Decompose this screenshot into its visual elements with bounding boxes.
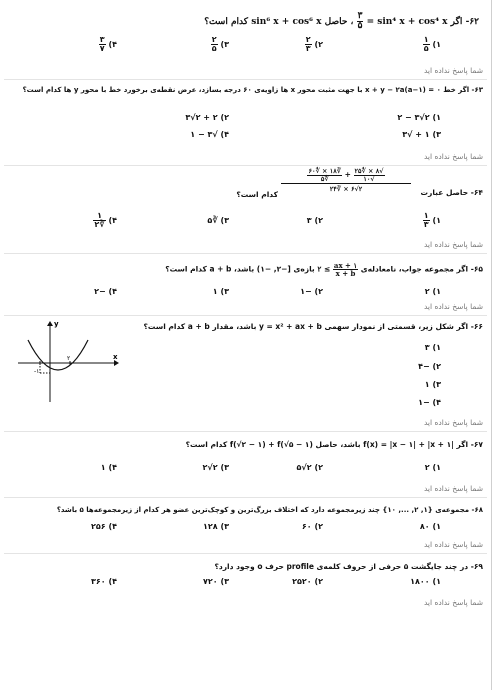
no-answer-label: شما پاسخ نداده اید	[423, 240, 483, 249]
question-number: ۶۲-	[465, 17, 479, 27]
no-answer-label: شما پاسخ نداده اید	[423, 598, 483, 607]
no-answer-label: شما پاسخ نداده اید	[423, 152, 483, 161]
question-68: ۶۸- مجموعه‌ی {۱, ۲, ..., ۱۰} چند زیرمجموعه دارد که اختلاف بزرگ‌ترین و کوچک‌ترین عضو هر کدام از زیرمجموعه‌ها ۵ باشد؟	[56, 506, 483, 514]
question-text: ۶۴- حاصل عبارت	[420, 188, 483, 197]
option-2[interactable]: ۲) ۲ + ۲√۳	[185, 113, 229, 122]
question-69: ۶۹- در چند جایگشت ۵ حرفی از حروف کلمه‌ی profile حرف o وجود دارد؟	[214, 562, 483, 571]
option-3[interactable]: ۳) ∛۵	[207, 216, 229, 225]
y-axis-label: y	[54, 320, 59, 328]
option-1[interactable]: ۱) $\frac{۱}{۵}$	[423, 35, 441, 53]
option-3[interactable]: ۳) ۲√۲	[202, 463, 229, 472]
question-63: ۶۳- اگر خط ۰ = (۱−a)x + y − ۲a با جهت مثبت محور x ها زاویه‌ی ۶۰ درجه بسازد، عرض نقطه‌ی برخورد خط با محور y ها کدام است؟	[22, 86, 483, 94]
option-3[interactable]: ۳) ۱	[424, 380, 441, 389]
option-3[interactable]: ۳) ۱	[212, 287, 229, 296]
x-axis-label: x	[113, 353, 118, 361]
option-4[interactable]: ۴) ۲۵۶	[91, 522, 117, 531]
divider	[4, 253, 487, 254]
y-axis-arrow	[47, 321, 53, 326]
no-answer-label: شما پاسخ نداده اید	[423, 540, 483, 549]
expression: sin⁶ x + cos⁶ x	[251, 17, 322, 27]
question-text: ، حاصل	[324, 17, 354, 27]
compound-fraction: $\frac{√۸ \times ∜۲۵}{√۱۰}$ + $\frac{∛۱۸ \times ∜۶۰}{∜۵}$ ۲√۶ × ∛۲۴	[281, 168, 411, 193]
question-66: ۶۶- اگر شکل زیر، قسمتی از نمودار سهمی y = x² + ax + b باشد، مقدار a + b کدام است؟	[143, 322, 483, 331]
no-answer-label: شما پاسخ نداده اید	[423, 484, 483, 493]
question-text: کدام است؟	[236, 190, 278, 199]
option-4[interactable]: ۴) −۱	[418, 398, 441, 407]
option-4[interactable]: ۴) −۲	[94, 287, 117, 296]
option-1[interactable]: ۱) ۱۸۰۰	[410, 577, 441, 586]
question-65: ۶۵- اگر مجموعه جواب، نامعادله‌ی $\frac{ax + ۱}{x + b}$ ≥ ۲ بازه‌ی [−۲, −۱) باشد، a + b کدام است؟	[165, 261, 483, 278]
divider	[4, 431, 487, 432]
tick-label-neg: -۱	[34, 368, 40, 375]
option-3[interactable]: ۳) ۱۲۸	[203, 522, 229, 531]
option-2[interactable]: ۲) $\frac{۲}{۳}$	[305, 35, 323, 53]
option-1[interactable]: ۱) ۲	[424, 287, 441, 296]
divider	[4, 553, 487, 554]
parabola-graph	[12, 318, 120, 404]
question-text: اگر	[450, 17, 463, 27]
divider	[4, 79, 487, 80]
option-1[interactable]: ۱) ۲√۳ − ۲	[397, 113, 441, 122]
option-4[interactable]: ۴) $\frac{۳}{۷}$	[99, 35, 117, 53]
option-4[interactable]: ۴) √۳ − ۱	[190, 130, 229, 139]
option-3[interactable]: ۳) ۱ + √۳	[402, 130, 441, 139]
question-62-stem	[204, 12, 479, 31]
option-1[interactable]: ۱) ۲	[424, 463, 441, 472]
equation: sin⁴ x + cos⁴ x =	[366, 17, 448, 27]
no-answer-label: شما پاسخ نداده اید	[423, 302, 483, 311]
divider	[4, 497, 487, 498]
option-4[interactable]: ۴) ۳۶۰	[91, 577, 117, 586]
option-2[interactable]: ۲) −۴	[418, 362, 441, 371]
option-1[interactable]: ۱) ۳	[424, 343, 441, 352]
question-text: کدام است؟	[204, 17, 249, 27]
option-2[interactable]: ۲) ۲۵۲۰	[292, 577, 323, 586]
option-1[interactable]: ۱) ۸۰	[419, 522, 441, 531]
question-67: ۶۷- اگر |f(x) = |x − ۱| + |x + ۱ باشد، حاصل f(√۲ − ۱) + f(√۵ − ۱) کدام است؟	[185, 440, 483, 449]
fraction: $\frac{۳}{۵}$	[357, 11, 363, 31]
parabola-curve	[28, 340, 88, 370]
option-2[interactable]: ۲) ۲√۵	[296, 463, 323, 472]
option-1[interactable]: ۱) $\frac{۱}{۳}$	[423, 211, 441, 229]
divider	[4, 315, 487, 316]
option-2[interactable]: ۲) ۳	[306, 216, 323, 225]
tick-label-pos: ۲	[67, 355, 71, 362]
option-4[interactable]: ۴) $\frac{۱}{∛۲}$	[94, 211, 117, 229]
option-3[interactable]: ۳) ۷۲۰	[203, 577, 229, 586]
option-2[interactable]: ۲) ۶۰	[301, 522, 323, 531]
no-answer-label: شما پاسخ نداده اید	[423, 66, 483, 75]
divider	[4, 165, 487, 166]
option-3[interactable]: ۳) $\frac{۲}{۵}$	[211, 35, 229, 53]
no-answer-label: شما پاسخ نداده اید	[423, 418, 483, 427]
option-2[interactable]: ۲) −۱	[300, 287, 323, 296]
option-4[interactable]: ۴) ۱	[100, 463, 117, 472]
question-62	[0, 6, 491, 54]
